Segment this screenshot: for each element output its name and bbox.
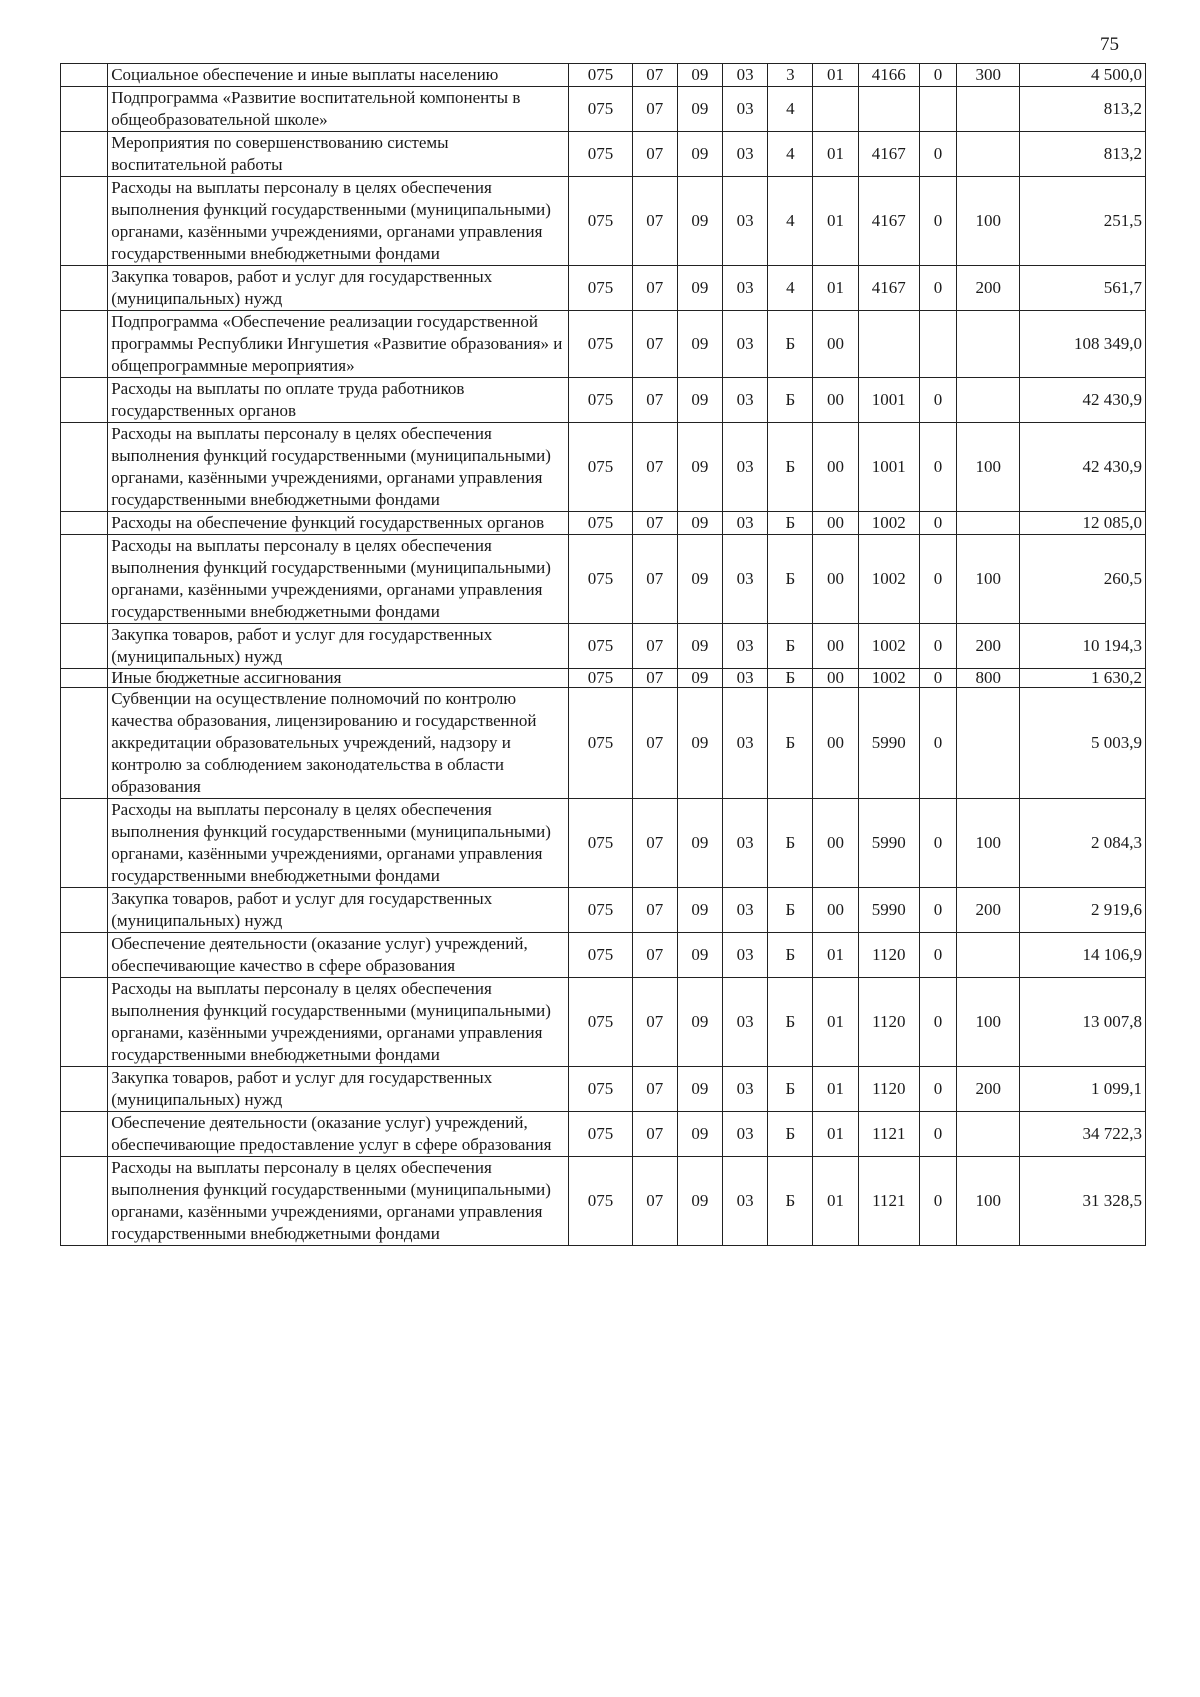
ministry-code-cell: 075 — [569, 624, 632, 669]
zero-code-cell: 0 — [919, 132, 956, 177]
ministry-code-cell: 075 — [569, 888, 632, 933]
section-code-cell: 07 — [632, 1112, 677, 1157]
program-code-cell: 03 — [723, 177, 768, 266]
zero-code-cell — [919, 87, 956, 132]
ministry-code-cell: 075 — [569, 512, 632, 535]
measure-code-cell: 01 — [813, 132, 858, 177]
measure-code-cell: 00 — [813, 688, 858, 799]
zero-code-cell: 0 — [919, 669, 956, 688]
subsection-code-cell: 09 — [677, 978, 722, 1067]
section-code-cell: 07 — [632, 423, 677, 512]
section-code-cell: 07 — [632, 1157, 677, 1246]
subsection-code-cell: 09 — [677, 535, 722, 624]
ministry-code-cell: 075 — [569, 1067, 632, 1112]
expense-type-code-cell: 300 — [957, 64, 1020, 87]
table-row — [61, 512, 1146, 535]
row-name-cell: Расходы на обеспечение функций государственных органов — [108, 512, 569, 535]
zero-code-cell: 0 — [919, 933, 956, 978]
section-code-cell: 07 — [632, 87, 677, 132]
table-row — [61, 799, 1146, 888]
expense-type-code-cell — [957, 1112, 1020, 1157]
ministry-code-cell: 075 — [569, 978, 632, 1067]
amount-cell: 561,7 — [1020, 266, 1146, 311]
expense-type-code-cell: 200 — [957, 1067, 1020, 1112]
direction-code-cell: 4167 — [858, 266, 919, 311]
row-name-cell: Расходы на выплаты по оплате труда работников государственных органов — [108, 378, 569, 423]
section-code-cell: 07 — [632, 378, 677, 423]
measure-code-cell: 01 — [813, 978, 858, 1067]
ministry-code-cell: 075 — [569, 177, 632, 266]
measure-code-cell: 00 — [813, 888, 858, 933]
row-name-cell: Расходы на выплаты персоналу в целях обеспечения выполнения функций государственными (муниципальными) органами, казёнными учреждениями, органами управления государственными внебюджетными фондами — [108, 978, 569, 1067]
row-name-cell: Расходы на выплаты персоналу в целях обеспечения выполнения функций государственными (муниципальными) органами, казёнными учреждениями, органами управления государственными внебюджетными фондами — [108, 423, 569, 512]
row-blank-cell — [61, 1067, 108, 1112]
row-blank-cell — [61, 378, 108, 423]
subprogram-code-cell: 3 — [768, 64, 813, 87]
subsection-code-cell: 09 — [677, 266, 722, 311]
amount-cell: 1 630,2 — [1020, 669, 1146, 688]
row-name-cell: Расходы на выплаты персоналу в целях обеспечения выполнения функций государственными (муниципальными) органами, казёнными учреждениями, органами управления государственными внебюджетными фондами — [108, 535, 569, 624]
ministry-code-cell: 075 — [569, 688, 632, 799]
subsection-code-cell: 09 — [677, 64, 722, 87]
expense-type-code-cell — [957, 378, 1020, 423]
row-blank-cell — [61, 64, 108, 87]
program-code-cell: 03 — [723, 669, 768, 688]
direction-code-cell: 1120 — [858, 1067, 919, 1112]
subsection-code-cell: 09 — [677, 669, 722, 688]
expense-type-code-cell — [957, 87, 1020, 132]
table-row — [61, 311, 1146, 378]
ministry-code-cell: 075 — [569, 132, 632, 177]
table-row — [61, 423, 1146, 512]
direction-code-cell — [858, 311, 919, 378]
subsection-code-cell: 09 — [677, 512, 722, 535]
row-name-cell: Закупка товаров, работ и услуг для государственных (муниципальных) нужд — [108, 888, 569, 933]
section-code-cell: 07 — [632, 512, 677, 535]
ministry-code-cell: 075 — [569, 266, 632, 311]
expense-type-code-cell: 100 — [957, 535, 1020, 624]
subprogram-code-cell: Б — [768, 1157, 813, 1246]
expense-type-code-cell: 200 — [957, 266, 1020, 311]
section-code-cell: 07 — [632, 978, 677, 1067]
ministry-code-cell: 075 — [569, 423, 632, 512]
table-row — [61, 1157, 1146, 1246]
table-row — [61, 378, 1146, 423]
program-code-cell: 03 — [723, 266, 768, 311]
program-code-cell: 03 — [723, 688, 768, 799]
budget-table-body — [61, 64, 1146, 1246]
table-row — [61, 688, 1146, 799]
amount-cell: 12 085,0 — [1020, 512, 1146, 535]
measure-code-cell: 01 — [813, 1112, 858, 1157]
measure-code-cell: 00 — [813, 799, 858, 888]
subprogram-code-cell: Б — [768, 1067, 813, 1112]
measure-code-cell: 00 — [813, 378, 858, 423]
measure-code-cell: 01 — [813, 1157, 858, 1246]
direction-code-cell: 1001 — [858, 423, 919, 512]
table-row — [61, 933, 1146, 978]
expense-type-code-cell: 100 — [957, 177, 1020, 266]
subsection-code-cell: 09 — [677, 888, 722, 933]
program-code-cell: 03 — [723, 1067, 768, 1112]
budget-table — [60, 63, 1146, 1246]
zero-code-cell: 0 — [919, 266, 956, 311]
row-name-cell: Расходы на выплаты персоналу в целях обеспечения выполнения функций государственными (муниципальными) органами, казёнными учреждениями, органами управления государственными внебюджетными фондами — [108, 799, 569, 888]
zero-code-cell: 0 — [919, 1067, 956, 1112]
row-blank-cell — [61, 688, 108, 799]
direction-code-cell: 1002 — [858, 624, 919, 669]
subprogram-code-cell: Б — [768, 978, 813, 1067]
subprogram-code-cell: 4 — [768, 87, 813, 132]
expense-type-code-cell: 100 — [957, 799, 1020, 888]
program-code-cell: 03 — [723, 1157, 768, 1246]
section-code-cell: 07 — [632, 669, 677, 688]
subsection-code-cell: 09 — [677, 1067, 722, 1112]
zero-code-cell: 0 — [919, 1112, 956, 1157]
program-code-cell: 03 — [723, 311, 768, 378]
amount-cell: 34 722,3 — [1020, 1112, 1146, 1157]
direction-code-cell: 1002 — [858, 512, 919, 535]
ministry-code-cell: 075 — [569, 669, 632, 688]
row-name-cell: Иные бюджетные ассигнования — [108, 669, 569, 688]
zero-code-cell: 0 — [919, 378, 956, 423]
direction-code-cell: 1120 — [858, 933, 919, 978]
subsection-code-cell: 09 — [677, 87, 722, 132]
subprogram-code-cell: Б — [768, 669, 813, 688]
measure-code-cell: 00 — [813, 669, 858, 688]
measure-code-cell: 00 — [813, 535, 858, 624]
expense-type-code-cell: 800 — [957, 669, 1020, 688]
expense-type-code-cell: 200 — [957, 888, 1020, 933]
amount-cell: 31 328,5 — [1020, 1157, 1146, 1246]
table-row — [61, 87, 1146, 132]
measure-code-cell: 00 — [813, 423, 858, 512]
subprogram-code-cell: 4 — [768, 266, 813, 311]
subsection-code-cell: 09 — [677, 311, 722, 378]
ministry-code-cell: 075 — [569, 799, 632, 888]
expense-type-code-cell: 200 — [957, 624, 1020, 669]
section-code-cell: 07 — [632, 888, 677, 933]
section-code-cell: 07 — [632, 177, 677, 266]
direction-code-cell: 1002 — [858, 535, 919, 624]
zero-code-cell — [919, 311, 956, 378]
program-code-cell: 03 — [723, 512, 768, 535]
amount-cell: 42 430,9 — [1020, 423, 1146, 512]
table-row — [61, 177, 1146, 266]
program-code-cell: 03 — [723, 933, 768, 978]
measure-code-cell: 00 — [813, 512, 858, 535]
ministry-code-cell: 075 — [569, 378, 632, 423]
direction-code-cell — [858, 87, 919, 132]
amount-cell: 10 194,3 — [1020, 624, 1146, 669]
table-row — [61, 1112, 1146, 1157]
subprogram-code-cell: Б — [768, 535, 813, 624]
amount-cell: 42 430,9 — [1020, 378, 1146, 423]
amount-cell: 813,2 — [1020, 87, 1146, 132]
row-blank-cell — [61, 799, 108, 888]
measure-code-cell: 01 — [813, 177, 858, 266]
row-name-cell: Социальное обеспечение и иные выплаты населению — [108, 64, 569, 87]
subsection-code-cell: 09 — [677, 624, 722, 669]
direction-code-cell: 5990 — [858, 799, 919, 888]
table-row — [61, 64, 1146, 87]
ministry-code-cell: 075 — [569, 535, 632, 624]
row-blank-cell — [61, 1112, 108, 1157]
subprogram-code-cell: Б — [768, 423, 813, 512]
subprogram-code-cell: Б — [768, 799, 813, 888]
row-blank-cell — [61, 311, 108, 378]
direction-code-cell: 1120 — [858, 978, 919, 1067]
subprogram-code-cell: Б — [768, 688, 813, 799]
section-code-cell: 07 — [632, 535, 677, 624]
row-blank-cell — [61, 978, 108, 1067]
row-blank-cell — [61, 177, 108, 266]
row-blank-cell — [61, 933, 108, 978]
zero-code-cell: 0 — [919, 624, 956, 669]
section-code-cell: 07 — [632, 311, 677, 378]
direction-code-cell: 1121 — [858, 1157, 919, 1246]
direction-code-cell: 1121 — [858, 1112, 919, 1157]
row-blank-cell — [61, 669, 108, 688]
ministry-code-cell: 075 — [569, 1157, 632, 1246]
subsection-code-cell: 09 — [677, 1112, 722, 1157]
zero-code-cell: 0 — [919, 888, 956, 933]
direction-code-cell: 5990 — [858, 688, 919, 799]
row-name-cell: Подпрограмма «Развитие воспитательной компоненты в общеобразовательной школе» — [108, 87, 569, 132]
expense-type-code-cell — [957, 933, 1020, 978]
direction-code-cell: 4167 — [858, 177, 919, 266]
section-code-cell: 07 — [632, 688, 677, 799]
row-blank-cell — [61, 512, 108, 535]
section-code-cell: 07 — [632, 1067, 677, 1112]
direction-code-cell: 5990 — [858, 888, 919, 933]
expense-type-code-cell: 100 — [957, 978, 1020, 1067]
subsection-code-cell: 09 — [677, 799, 722, 888]
row-blank-cell — [61, 535, 108, 624]
subsection-code-cell: 09 — [677, 688, 722, 799]
ministry-code-cell: 075 — [569, 64, 632, 87]
zero-code-cell: 0 — [919, 423, 956, 512]
direction-code-cell: 4167 — [858, 132, 919, 177]
row-blank-cell — [61, 888, 108, 933]
section-code-cell: 07 — [632, 132, 677, 177]
amount-cell: 2 084,3 — [1020, 799, 1146, 888]
subsection-code-cell: 09 — [677, 177, 722, 266]
subprogram-code-cell: Б — [768, 378, 813, 423]
table-row — [61, 888, 1146, 933]
program-code-cell: 03 — [723, 423, 768, 512]
amount-cell: 14 106,9 — [1020, 933, 1146, 978]
row-blank-cell — [61, 423, 108, 512]
amount-cell: 4 500,0 — [1020, 64, 1146, 87]
zero-code-cell: 0 — [919, 799, 956, 888]
program-code-cell: 03 — [723, 888, 768, 933]
program-code-cell: 03 — [723, 624, 768, 669]
subprogram-code-cell: Б — [768, 624, 813, 669]
row-name-cell: Обеспечение деятельности (оказание услуг) учреждений, обеспечивающие качество в сфере образования — [108, 933, 569, 978]
measure-code-cell: 00 — [813, 311, 858, 378]
row-name-cell: Расходы на выплаты персоналу в целях обеспечения выполнения функций государственными (муниципальными) органами, казёнными учреждениями, органами управления государственными внебюджетными фондами — [108, 1157, 569, 1246]
subprogram-code-cell: Б — [768, 933, 813, 978]
page-number: 75 — [1100, 34, 1119, 55]
amount-cell: 1 099,1 — [1020, 1067, 1146, 1112]
amount-cell: 2 919,6 — [1020, 888, 1146, 933]
row-blank-cell — [61, 132, 108, 177]
section-code-cell: 07 — [632, 799, 677, 888]
measure-code-cell: 01 — [813, 266, 858, 311]
measure-code-cell: 01 — [813, 933, 858, 978]
section-code-cell: 07 — [632, 933, 677, 978]
program-code-cell: 03 — [723, 64, 768, 87]
measure-code-cell: 01 — [813, 1067, 858, 1112]
subprogram-code-cell: 4 — [768, 177, 813, 266]
program-code-cell: 03 — [723, 132, 768, 177]
expense-type-code-cell — [957, 132, 1020, 177]
table-row — [61, 1067, 1146, 1112]
row-name-cell: Подпрограмма «Обеспечение реализации государственной программы Республики Ингушетия «Развитие образования» и общепрограммные мероприятия» — [108, 311, 569, 378]
row-name-cell: Мероприятия по совершенствованию системы воспитательной работы — [108, 132, 569, 177]
subprogram-code-cell: Б — [768, 888, 813, 933]
row-name-cell: Субвенции на осуществление полномочий по контролю качества образования, лицензированию и государственной аккредитации образовательных учреждений, надзору и контролю за соблюдением законодательства в области образования — [108, 688, 569, 799]
zero-code-cell: 0 — [919, 688, 956, 799]
row-name-cell: Закупка товаров, работ и услуг для государственных (муниципальных) нужд — [108, 1067, 569, 1112]
table-row — [61, 669, 1146, 688]
subprogram-code-cell: Б — [768, 512, 813, 535]
subsection-code-cell: 09 — [677, 1157, 722, 1246]
amount-cell: 13 007,8 — [1020, 978, 1146, 1067]
ministry-code-cell: 075 — [569, 87, 632, 132]
measure-code-cell — [813, 87, 858, 132]
program-code-cell: 03 — [723, 378, 768, 423]
subsection-code-cell: 09 — [677, 132, 722, 177]
direction-code-cell: 1002 — [858, 669, 919, 688]
zero-code-cell: 0 — [919, 64, 956, 87]
row-blank-cell — [61, 1157, 108, 1246]
row-blank-cell — [61, 87, 108, 132]
program-code-cell: 03 — [723, 87, 768, 132]
row-name-cell: Обеспечение деятельности (оказание услуг) учреждений, обеспечивающие предоставление услуг в сфере образования — [108, 1112, 569, 1157]
program-code-cell: 03 — [723, 978, 768, 1067]
table-row — [61, 535, 1146, 624]
section-code-cell: 07 — [632, 266, 677, 311]
zero-code-cell: 0 — [919, 535, 956, 624]
amount-cell: 251,5 — [1020, 177, 1146, 266]
program-code-cell: 03 — [723, 535, 768, 624]
zero-code-cell: 0 — [919, 512, 956, 535]
subprogram-code-cell: Б — [768, 311, 813, 378]
amount-cell: 813,2 — [1020, 132, 1146, 177]
row-name-cell: Расходы на выплаты персоналу в целях обеспечения выполнения функций государственными (муниципальными) органами, казёнными учреждениями, органами управления государственными внебюджетными фондами — [108, 177, 569, 266]
program-code-cell: 03 — [723, 799, 768, 888]
program-code-cell: 03 — [723, 1112, 768, 1157]
row-blank-cell — [61, 624, 108, 669]
ministry-code-cell: 075 — [569, 1112, 632, 1157]
row-name-cell: Закупка товаров, работ и услуг для государственных (муниципальных) нужд — [108, 624, 569, 669]
expense-type-code-cell — [957, 311, 1020, 378]
table-row — [61, 266, 1146, 311]
ministry-code-cell: 075 — [569, 311, 632, 378]
expense-type-code-cell: 100 — [957, 1157, 1020, 1246]
zero-code-cell: 0 — [919, 177, 956, 266]
expense-type-code-cell: 100 — [957, 423, 1020, 512]
amount-cell: 108 349,0 — [1020, 311, 1146, 378]
zero-code-cell: 0 — [919, 1157, 956, 1246]
table-row — [61, 132, 1146, 177]
measure-code-cell: 00 — [813, 624, 858, 669]
subprogram-code-cell: Б — [768, 1112, 813, 1157]
ministry-code-cell: 075 — [569, 933, 632, 978]
section-code-cell: 07 — [632, 64, 677, 87]
subsection-code-cell: 09 — [677, 423, 722, 512]
table-row — [61, 978, 1146, 1067]
subprogram-code-cell: 4 — [768, 132, 813, 177]
zero-code-cell: 0 — [919, 978, 956, 1067]
expense-type-code-cell — [957, 688, 1020, 799]
table-row — [61, 624, 1146, 669]
measure-code-cell: 01 — [813, 64, 858, 87]
section-code-cell: 07 — [632, 624, 677, 669]
direction-code-cell: 4166 — [858, 64, 919, 87]
amount-cell: 260,5 — [1020, 535, 1146, 624]
subsection-code-cell: 09 — [677, 933, 722, 978]
amount-cell: 5 003,9 — [1020, 688, 1146, 799]
expense-type-code-cell — [957, 512, 1020, 535]
direction-code-cell: 1001 — [858, 378, 919, 423]
row-name-cell: Закупка товаров, работ и услуг для государственных (муниципальных) нужд — [108, 266, 569, 311]
subsection-code-cell: 09 — [677, 378, 722, 423]
row-blank-cell — [61, 266, 108, 311]
